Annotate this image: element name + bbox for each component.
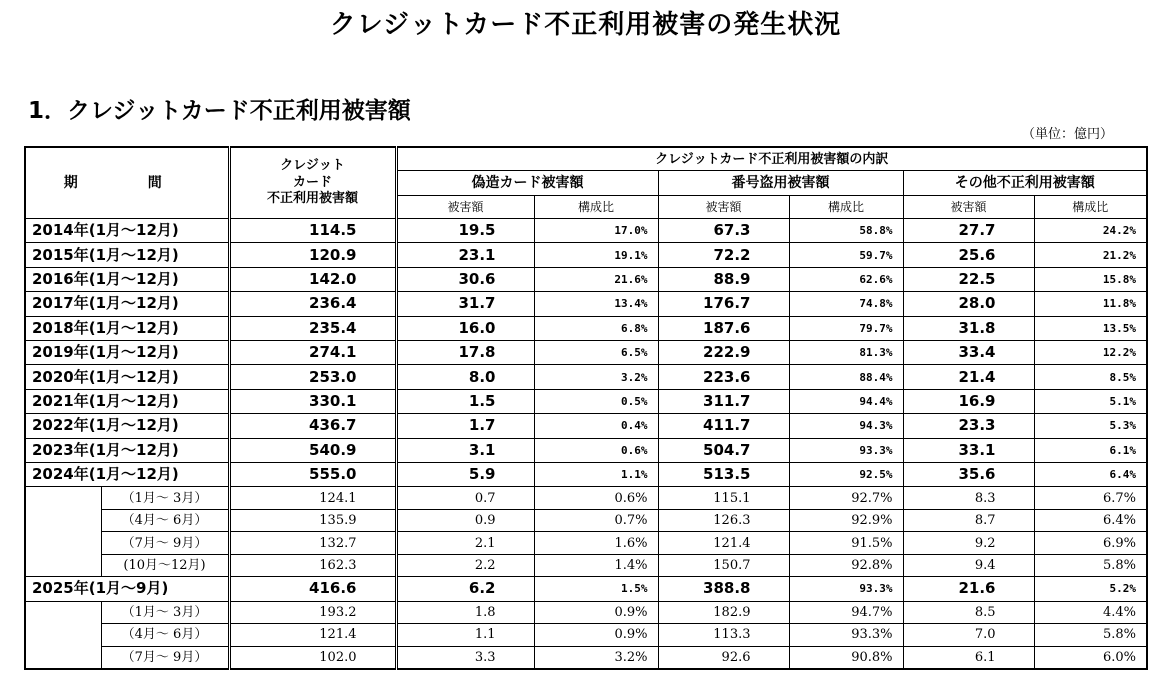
total-amount: 142.0 <box>229 267 396 291</box>
other-ratio: 11.8% <box>1034 292 1147 316</box>
header-breakdown: クレジットカード不正利用被害額の内訳 <box>396 147 1147 171</box>
counterfeit-amount: 5.9 <box>396 462 534 486</box>
number-theft-ratio: 88.4% <box>789 365 903 389</box>
total-amount: 274.1 <box>229 340 396 364</box>
other-ratio: 13.5% <box>1034 316 1147 340</box>
other-ratio: 15.8% <box>1034 267 1147 291</box>
other-amount: 23.3 <box>903 414 1034 438</box>
counterfeit-ratio: 0.6% <box>534 438 658 462</box>
number-theft-ratio: 62.6% <box>789 267 903 291</box>
total-amount: 416.6 <box>229 577 396 601</box>
fraud-damage-table <box>24 146 1148 670</box>
unit-note: （単位：億円） <box>1021 127 1113 142</box>
number-theft-ratio: 93.3% <box>789 577 903 601</box>
counterfeit-ratio: 6.8% <box>534 316 658 340</box>
header-other: その他不正利用被害額 <box>903 171 1147 196</box>
number-theft-amount: 150.7 <box>658 554 789 577</box>
number-theft-ratio: 94.3% <box>789 414 903 438</box>
number-theft-amount: 182.9 <box>658 601 789 624</box>
table-row-quarter <box>25 554 1147 577</box>
counterfeit-ratio: 0.9% <box>534 601 658 624</box>
other-ratio: 6.4% <box>1034 509 1147 532</box>
period-label: 2014年(1月～12月) <box>25 219 229 243</box>
other-amount: 8.5 <box>903 601 1034 624</box>
header-number-theft-ratio: 構成比 <box>789 196 903 219</box>
other-amount: 21.6 <box>903 577 1034 601</box>
table-row-year <box>25 577 1147 601</box>
total-amount: 124.1 <box>229 487 396 510</box>
other-ratio: 6.1% <box>1034 438 1147 462</box>
number-theft-ratio: 90.8% <box>789 646 903 669</box>
counterfeit-ratio: 19.1% <box>534 243 658 267</box>
number-theft-amount: 222.9 <box>658 340 789 364</box>
table-row-year <box>25 267 1147 291</box>
other-ratio: 6.4% <box>1034 462 1147 486</box>
quarter-label: （1月～ 3月） <box>101 601 229 624</box>
counterfeit-ratio: 0.4% <box>534 414 658 438</box>
period-indent <box>25 601 101 624</box>
number-theft-amount: 513.5 <box>658 462 789 486</box>
other-amount: 8.3 <box>903 487 1034 510</box>
number-theft-amount: 121.4 <box>658 532 789 555</box>
table-row-quarter <box>25 601 1147 624</box>
counterfeit-amount: 23.1 <box>396 243 534 267</box>
other-ratio: 5.3% <box>1034 414 1147 438</box>
total-amount: 555.0 <box>229 462 396 486</box>
other-amount: 6.1 <box>903 646 1034 669</box>
header-number-theft: 番号盗用被害額 <box>658 171 903 196</box>
counterfeit-ratio: 1.1% <box>534 462 658 486</box>
other-amount: 31.8 <box>903 316 1034 340</box>
other-ratio: 5.2% <box>1034 577 1147 601</box>
counterfeit-amount: 3.1 <box>396 438 534 462</box>
other-ratio: 6.7% <box>1034 487 1147 510</box>
period-indent <box>25 554 101 577</box>
number-theft-ratio: 92.9% <box>789 509 903 532</box>
counterfeit-ratio: 1.6% <box>534 532 658 555</box>
table-row-year <box>25 365 1147 389</box>
period-label: 2017年(1月～12月) <box>25 292 229 316</box>
counterfeit-ratio: 17.0% <box>534 219 658 243</box>
number-theft-amount: 67.3 <box>658 219 789 243</box>
period-indent <box>25 624 101 647</box>
total-amount: 540.9 <box>229 438 396 462</box>
table-row-year <box>25 243 1147 267</box>
other-amount: 28.0 <box>903 292 1034 316</box>
counterfeit-amount: 17.8 <box>396 340 534 364</box>
number-theft-amount: 411.7 <box>658 414 789 438</box>
period-indent <box>25 532 101 555</box>
counterfeit-ratio: 0.5% <box>534 389 658 413</box>
period-label: 2015年(1月～12月) <box>25 243 229 267</box>
quarter-label: （4月～ 6月） <box>101 509 229 532</box>
table-row-quarter <box>25 646 1147 669</box>
other-amount: 9.2 <box>903 532 1034 555</box>
other-ratio: 24.2% <box>1034 219 1147 243</box>
other-amount: 33.4 <box>903 340 1034 364</box>
quarter-label: （7月～ 9月） <box>101 646 229 669</box>
period-label: 2016年(1月～12月) <box>25 267 229 291</box>
number-theft-ratio: 74.8% <box>789 292 903 316</box>
number-theft-amount: 223.6 <box>658 365 789 389</box>
total-amount: 102.0 <box>229 646 396 669</box>
header-counterfeit-ratio: 構成比 <box>534 196 658 219</box>
counterfeit-amount: 0.9 <box>396 509 534 532</box>
counterfeit-amount: 8.0 <box>396 365 534 389</box>
table-row-quarter <box>25 487 1147 510</box>
period-label: 2024年(1月～12月) <box>25 462 229 486</box>
header-other-damage: 被害額 <box>903 196 1034 219</box>
total-amount: 121.4 <box>229 624 396 647</box>
total-amount: 135.9 <box>229 509 396 532</box>
other-ratio: 21.2% <box>1034 243 1147 267</box>
header-counterfeit-damage: 被害額 <box>396 196 534 219</box>
table-row-year <box>25 389 1147 413</box>
number-theft-ratio: 92.5% <box>789 462 903 486</box>
other-ratio: 12.2% <box>1034 340 1147 364</box>
number-theft-amount: 88.9 <box>658 267 789 291</box>
counterfeit-ratio: 6.5% <box>534 340 658 364</box>
quarter-label: （7月～ 9月） <box>101 532 229 555</box>
table-row-year <box>25 414 1147 438</box>
table-row-year <box>25 316 1147 340</box>
period-label: 2018年(1月～12月) <box>25 316 229 340</box>
table-row-year <box>25 292 1147 316</box>
number-theft-ratio: 92.8% <box>789 554 903 577</box>
counterfeit-ratio: 0.7% <box>534 509 658 532</box>
section-heading: 1．クレジットカード不正利用被害額 <box>28 98 411 124</box>
total-amount: 235.4 <box>229 316 396 340</box>
quarter-label: （4月～ 6月） <box>101 624 229 647</box>
total-amount: 114.5 <box>229 219 396 243</box>
number-theft-amount: 92.6 <box>658 646 789 669</box>
counterfeit-ratio: 1.4% <box>534 554 658 577</box>
table-row-year <box>25 219 1147 243</box>
period-label: 2023年(1月～12月) <box>25 438 229 462</box>
period-indent <box>25 509 101 532</box>
total-amount: 436.7 <box>229 414 396 438</box>
number-theft-amount: 388.8 <box>658 577 789 601</box>
header-period: 期 間 <box>25 147 229 219</box>
other-ratio: 8.5% <box>1034 365 1147 389</box>
counterfeit-ratio: 21.6% <box>534 267 658 291</box>
total-amount: 132.7 <box>229 532 396 555</box>
other-amount: 7.0 <box>903 624 1034 647</box>
counterfeit-ratio: 0.6% <box>534 487 658 510</box>
period-label: 2020年(1月～12月) <box>25 365 229 389</box>
number-theft-ratio: 92.7% <box>789 487 903 510</box>
counterfeit-amount: 30.6 <box>396 267 534 291</box>
period-label: 2022年(1月～12月) <box>25 414 229 438</box>
counterfeit-amount: 16.0 <box>396 316 534 340</box>
number-theft-amount: 311.7 <box>658 389 789 413</box>
table-row-quarter <box>25 532 1147 555</box>
counterfeit-amount: 0.7 <box>396 487 534 510</box>
other-amount: 22.5 <box>903 267 1034 291</box>
other-ratio: 5.1% <box>1034 389 1147 413</box>
other-ratio: 5.8% <box>1034 624 1147 647</box>
total-amount: 330.1 <box>229 389 396 413</box>
counterfeit-amount: 2.2 <box>396 554 534 577</box>
number-theft-amount: 504.7 <box>658 438 789 462</box>
counterfeit-ratio: 13.4% <box>534 292 658 316</box>
other-amount: 8.7 <box>903 509 1034 532</box>
period-indent <box>25 646 101 669</box>
other-amount: 27.7 <box>903 219 1034 243</box>
quarter-label: （1月～ 3月） <box>101 487 229 510</box>
period-indent <box>25 487 101 510</box>
table-row-quarter <box>25 624 1147 647</box>
other-amount: 25.6 <box>903 243 1034 267</box>
other-ratio: 5.8% <box>1034 554 1147 577</box>
header-number-theft-damage: 被害額 <box>658 196 789 219</box>
other-amount: 16.9 <box>903 389 1034 413</box>
other-ratio: 6.0% <box>1034 646 1147 669</box>
counterfeit-amount: 1.8 <box>396 601 534 624</box>
number-theft-amount: 115.1 <box>658 487 789 510</box>
number-theft-amount: 126.3 <box>658 509 789 532</box>
table-row-year <box>25 438 1147 462</box>
period-label: 2021年(1月～12月) <box>25 389 229 413</box>
number-theft-ratio: 59.7% <box>789 243 903 267</box>
number-theft-ratio: 58.8% <box>789 219 903 243</box>
number-theft-ratio: 93.3% <box>789 624 903 647</box>
counterfeit-ratio: 0.9% <box>534 624 658 647</box>
table-row-year <box>25 462 1147 486</box>
number-theft-amount: 187.6 <box>658 316 789 340</box>
table-row-quarter <box>25 509 1147 532</box>
number-theft-ratio: 79.7% <box>789 316 903 340</box>
table-body <box>25 219 1147 670</box>
counterfeit-amount: 1.5 <box>396 389 534 413</box>
page-title: クレジットカード不正利用被害の発生状況 <box>329 10 842 40</box>
number-theft-amount: 176.7 <box>658 292 789 316</box>
period-label: 2019年(1月～12月) <box>25 340 229 364</box>
counterfeit-amount: 1.1 <box>396 624 534 647</box>
counterfeit-ratio: 3.2% <box>534 365 658 389</box>
quarter-label: (10月～12月) <box>101 554 229 577</box>
total-amount: 236.4 <box>229 292 396 316</box>
counterfeit-ratio: 3.2% <box>534 646 658 669</box>
other-ratio: 6.9% <box>1034 532 1147 555</box>
number-theft-ratio: 93.3% <box>789 438 903 462</box>
counterfeit-amount: 1.7 <box>396 414 534 438</box>
other-amount: 9.4 <box>903 554 1034 577</box>
other-amount: 35.6 <box>903 462 1034 486</box>
other-amount: 21.4 <box>903 365 1034 389</box>
other-ratio: 4.4% <box>1034 601 1147 624</box>
number-theft-ratio: 91.5% <box>789 532 903 555</box>
number-theft-ratio: 81.3% <box>789 340 903 364</box>
counterfeit-amount: 3.3 <box>396 646 534 669</box>
number-theft-ratio: 94.4% <box>789 389 903 413</box>
period-label: 2025年(1月～9月) <box>25 577 229 601</box>
total-amount: 162.3 <box>229 554 396 577</box>
counterfeit-amount: 2.1 <box>396 532 534 555</box>
number-theft-amount: 113.3 <box>658 624 789 647</box>
table-row-year <box>25 340 1147 364</box>
number-theft-ratio: 94.7% <box>789 601 903 624</box>
total-amount: 253.0 <box>229 365 396 389</box>
counterfeit-amount: 6.2 <box>396 577 534 601</box>
header-total: クレジット カード 不正利用被害額 <box>229 147 396 219</box>
counterfeit-amount: 19.5 <box>396 219 534 243</box>
counterfeit-amount: 31.7 <box>396 292 534 316</box>
header-other-ratio: 構成比 <box>1034 196 1147 219</box>
total-amount: 193.2 <box>229 601 396 624</box>
number-theft-amount: 72.2 <box>658 243 789 267</box>
counterfeit-ratio: 1.5% <box>534 577 658 601</box>
other-amount: 33.1 <box>903 438 1034 462</box>
header-counterfeit: 偽造カード被害額 <box>396 171 658 196</box>
total-amount: 120.9 <box>229 243 396 267</box>
